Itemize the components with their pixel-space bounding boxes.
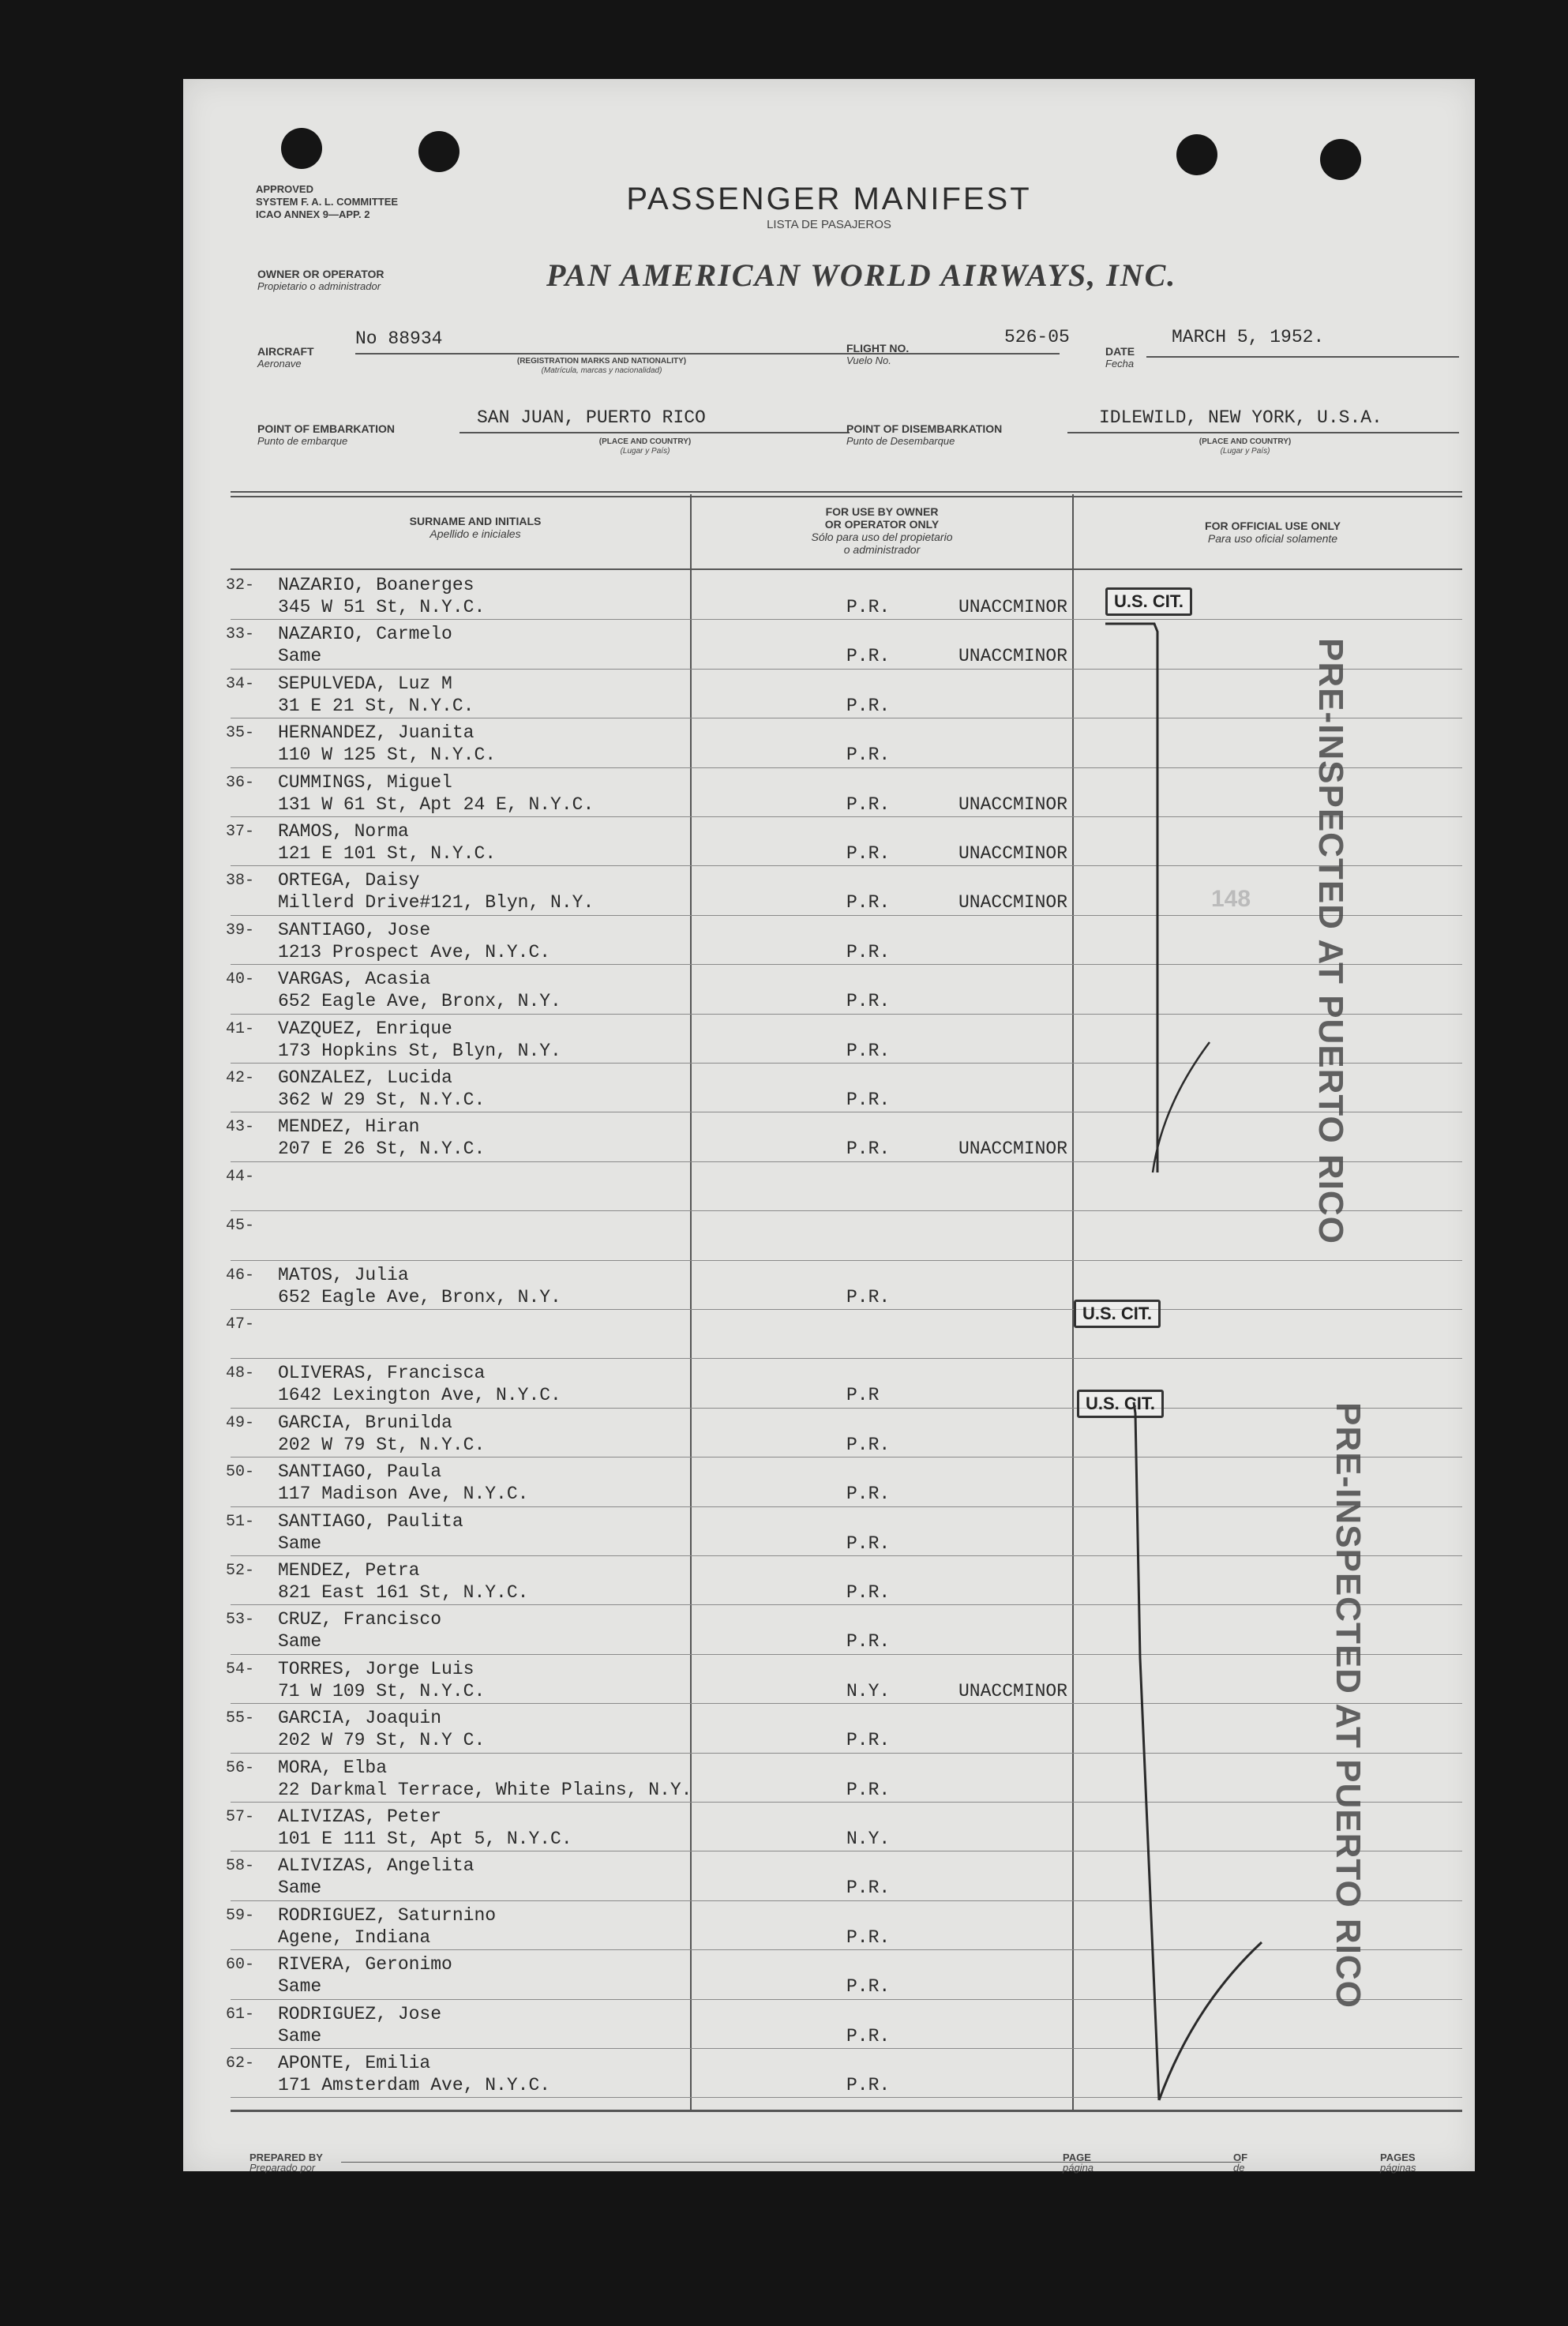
- row-number: 41-: [226, 1019, 255, 1038]
- passenger-name: MENDEZ, Hiran: [278, 1116, 420, 1138]
- row-number: 59-: [226, 1906, 255, 1925]
- preinspected-stamp: PRE-INSPECTED AT PUERTO RICO: [1311, 638, 1350, 1244]
- passenger-origin-code: N.Y.: [846, 1680, 891, 1701]
- aircraft-number: No 88934: [355, 328, 443, 349]
- passenger-origin-code: P.R.: [846, 1926, 891, 1948]
- date-label: DATE Fecha: [1105, 345, 1135, 370]
- passenger-remark: UNACCMINOR: [958, 892, 1068, 914]
- passenger-address: 171 Amsterdam Ave, N.Y.C.: [278, 2075, 551, 2095]
- flight-number: 526-05: [1004, 327, 1070, 347]
- passenger-name: MENDEZ, Petra: [278, 1560, 420, 1581]
- passenger-name: RIVERA, Geronimo: [278, 1954, 452, 1975]
- page-label: PAGE página: [1063, 2152, 1094, 2174]
- passenger-remark: UNACCMINOR: [958, 646, 1068, 667]
- passenger-address: 110 W 125 St, N.Y.C.: [278, 745, 497, 766]
- faint-number: 148: [1211, 886, 1251, 912]
- row-number: 36-: [226, 773, 255, 792]
- passenger-address: 131 W 61 St, Apt 24 E, N.Y.C.: [278, 793, 595, 815]
- passenger-remark: UNACCMINOR: [958, 1139, 1068, 1160]
- passenger-address: 22 Darkmal Terrace, White Plains, N.Y.: [278, 1779, 692, 1800]
- approval-line: APPROVED: [256, 183, 313, 195]
- passenger-name: HERNANDEZ, Juanita: [278, 722, 475, 744]
- passenger-address: 202 W 79 St, N.Y C.: [278, 1730, 486, 1751]
- passenger-remark: UNACCMINOR: [958, 793, 1068, 815]
- passenger-name: ALIVIZAS, Angelita: [278, 1855, 475, 1877]
- row-number: 33-: [226, 625, 255, 644]
- disembarkation-label: POINT OF DISEMBARKATION Punto de Desembarque: [846, 422, 1003, 447]
- place-caption: (PLACE AND COUNTRY) (Lugar y País): [598, 437, 692, 456]
- row-number: 55-: [226, 1709, 255, 1728]
- passenger-name: ORTEGA, Daisy: [278, 870, 420, 891]
- operator-name: PAN AMERICAN WORLD AIRWAYS, INC.: [546, 257, 1177, 293]
- row-number: 46-: [226, 1266, 255, 1285]
- passenger-remark: UNACCMINOR: [958, 1680, 1068, 1701]
- form-title: PASSENGER MANIFEST: [626, 182, 1032, 216]
- flight-label: FLIGHT NO. Vuelo No.: [846, 342, 910, 366]
- passenger-address: 652 Eagle Ave, Bronx, N.Y.: [278, 991, 561, 1012]
- passenger-name: TORRES, Jorge Luis: [278, 1658, 475, 1679]
- registration-caption: (REGISTRATION MARKS AND NATIONALITY) (Matrícula, marcas y nacionalidad): [516, 357, 687, 375]
- passenger-address: 362 W 29 St, N.Y.C.: [278, 1090, 486, 1110]
- row-number: 49-: [226, 1413, 255, 1432]
- passenger-origin-code: P.R.: [846, 2025, 891, 2047]
- us-cit-stamp: U.S. CIT.: [1074, 1300, 1161, 1328]
- row-number: 40-: [226, 970, 255, 989]
- passenger-name: GARCIA, Joaquin: [278, 1708, 442, 1729]
- row-number: 39-: [226, 921, 255, 940]
- column-header-surname: SURNAME AND INITIALS Apellido e iniciales: [409, 515, 542, 540]
- bracket-line: [1105, 624, 1157, 1172]
- passenger-name: CUMMINGS, Miguel: [278, 771, 452, 793]
- passenger-address: 121 E 101 St, N.Y.C.: [278, 843, 497, 864]
- passenger-remark: UNACCMINOR: [958, 843, 1068, 864]
- passenger-name: OLIVERAS, Francisca: [278, 1363, 486, 1384]
- passenger-address: 101 E 111 St, Apt 5, N.Y.C.: [278, 1829, 572, 1849]
- column-header-owner: FOR USE BY OWNER OR OPERATOR ONLY Sólo para uso del propietario o administrador: [811, 505, 953, 556]
- row-number: 44-: [226, 1167, 255, 1186]
- row-number: 60-: [226, 1956, 255, 1975]
- passenger-address: 652 Eagle Ave, Bronx, N.Y.: [278, 1286, 561, 1307]
- row-number: 62-: [226, 2054, 255, 2073]
- handwritten-checkmarks: [183, 79, 1475, 2174]
- passenger-address: Same: [278, 1631, 322, 1653]
- passenger-address: Same: [278, 1976, 322, 1998]
- prepared-by-label: PREPARED BY Preparado por: [249, 2152, 323, 2174]
- row-number: 57-: [226, 1808, 255, 1826]
- passenger-name: VAZQUEZ, Enrique: [278, 1018, 452, 1039]
- passenger-origin-code: P.R.: [846, 1878, 891, 1899]
- passenger-address: Same: [278, 2025, 322, 2047]
- passenger-name: RODRIGUEZ, Jose: [278, 2003, 442, 2024]
- passenger-remark: UNACCMINOR: [958, 597, 1068, 617]
- row-number: 52-: [226, 1562, 255, 1580]
- passenger-name: ALIVIZAS, Peter: [278, 1806, 442, 1827]
- passenger-name: NAZARIO, Carmelo: [278, 624, 452, 645]
- approval-line: ICAO ANNEX 9—APP. 2: [256, 208, 370, 220]
- approval-line: SYSTEM F. A. L. COMMITTEE: [256, 196, 399, 208]
- passenger-name: GONZALEZ, Lucida: [278, 1067, 452, 1088]
- place-caption: (PLACE AND COUNTRY) (Lugar y País): [1199, 437, 1292, 456]
- passenger-origin-code: P.R.: [846, 1582, 891, 1603]
- passenger-address: 345 W 51 St, N.Y.C.: [278, 597, 486, 617]
- us-cit-stamp: U.S. CIT.: [1077, 1390, 1164, 1418]
- manifest-sheet: [183, 79, 1475, 2174]
- passenger-name: SANTIAGO, Paulita: [278, 1510, 463, 1532]
- passenger-address: 31 E 21 St, N.Y.C.: [278, 695, 475, 716]
- passenger-origin-code: P.R.: [846, 646, 891, 667]
- passenger-name: SANTIAGO, Paula: [278, 1461, 442, 1483]
- passenger-address: 173 Hopkins St, Blyn, N.Y.: [278, 1040, 561, 1061]
- passenger-name: GARCIA, Brunilda: [278, 1412, 452, 1433]
- passenger-address: Millerd Drive#121, Blyn, N.Y.: [278, 892, 595, 914]
- passenger-origin-code: P.R.: [846, 941, 891, 962]
- passenger-origin-code: P.R.: [846, 597, 891, 617]
- passenger-name: RAMOS, Norma: [278, 821, 409, 842]
- passenger-address: Same: [278, 1878, 322, 1899]
- passenger-origin-code: P.R.: [846, 2075, 891, 2095]
- passenger-address: Agene, Indiana: [278, 1926, 431, 1948]
- flight-date: MARCH 5, 1952.: [1172, 327, 1325, 347]
- preinspected-stamp: PRE-INSPECTED AT PUERTO RICO: [1329, 1402, 1367, 2009]
- row-number: 42-: [226, 1069, 255, 1087]
- passenger-address: 117 Madison Ave, N.Y.C.: [278, 1484, 529, 1505]
- passenger-name: RODRIGUEZ, Saturnino: [278, 1904, 497, 1926]
- passenger-name: MATOS, Julia: [278, 1264, 409, 1285]
- embarkation-place: SAN JUAN, PUERTO RICO: [477, 407, 706, 428]
- passenger-origin-code: N.Y.: [846, 1829, 891, 1849]
- passenger-origin-code: P.R.: [846, 1484, 891, 1505]
- passenger-name: MORA, Elba: [278, 1757, 388, 1778]
- row-number: 34-: [226, 674, 255, 693]
- passenger-name: VARGAS, Acasia: [278, 969, 431, 990]
- disembarkation-place: IDLEWILD, NEW YORK, U.S.A.: [1099, 407, 1382, 428]
- row-number: 58-: [226, 1857, 255, 1876]
- row-number: 61-: [226, 2005, 255, 2024]
- passenger-address: 1213 Prospect Ave, N.Y.C.: [278, 941, 551, 962]
- passenger-name: CRUZ, Francisco: [278, 1609, 442, 1630]
- row-number: 43-: [226, 1118, 255, 1137]
- passenger-name: SEPULVEDA, Luz M: [278, 673, 452, 694]
- passenger-address: 1642 Lexington Ave, N.Y.C.: [278, 1385, 561, 1406]
- passenger-name: NAZARIO, Boanerges: [278, 575, 475, 595]
- of-label: OF de: [1233, 2152, 1248, 2174]
- passenger-address: 207 E 26 St, N.Y.C.: [278, 1139, 486, 1160]
- row-number: 47-: [226, 1315, 255, 1334]
- row-number: 51-: [226, 1512, 255, 1531]
- passenger-address: 202 W 79 St, N.Y.C.: [278, 1434, 486, 1455]
- check-mark: [1153, 1042, 1210, 1172]
- underline: [341, 2162, 1241, 2163]
- passenger-origin-code: P.R.: [846, 892, 891, 914]
- row-number: 53-: [226, 1611, 255, 1630]
- passenger-origin-code: P.R.: [846, 695, 891, 716]
- bracket-line: [1134, 1402, 1159, 2100]
- row-number: 38-: [226, 872, 255, 891]
- row-number: 32-: [226, 576, 255, 595]
- pages-label: PAGES páginas: [1380, 2152, 1416, 2174]
- form-title-es: LISTA DE PASAJEROS: [767, 218, 891, 231]
- passenger-origin-code: P.R.: [846, 1286, 891, 1307]
- passenger-origin-code: P.R.: [846, 793, 891, 815]
- row-number: 56-: [226, 1758, 255, 1777]
- passenger-origin-code: P.R.: [846, 1139, 891, 1160]
- passenger-origin-code: P.R.: [846, 1976, 891, 1998]
- embarkation-label: POINT OF EMBARKATION Punto de embarque: [257, 422, 395, 447]
- passenger-origin-code: P.R.: [846, 1631, 891, 1653]
- passenger-address: Same: [278, 646, 322, 667]
- passenger-origin-code: P.R.: [846, 745, 891, 766]
- passenger-address: 71 W 109 St, N.Y.C.: [278, 1680, 486, 1701]
- passenger-origin-code: P.R.: [846, 1040, 891, 1061]
- passenger-origin-code: P.R.: [846, 1779, 891, 1800]
- row-number: 48-: [226, 1364, 255, 1383]
- check-mark: [1159, 1942, 1262, 2100]
- passenger-origin-code: P.R.: [846, 1730, 891, 1751]
- passenger-origin-code: P.R: [846, 1385, 880, 1406]
- passenger-name: SANTIAGO, Jose: [278, 919, 431, 940]
- row-number: 54-: [226, 1660, 255, 1679]
- row-number: 37-: [226, 823, 255, 841]
- us-cit-stamp: U.S. CIT.: [1105, 587, 1192, 616]
- row-number: 35-: [226, 724, 255, 743]
- passenger-origin-code: P.R.: [846, 1533, 891, 1554]
- passenger-address: 821 East 161 St, N.Y.C.: [278, 1582, 529, 1603]
- passenger-origin-code: P.R.: [846, 1434, 891, 1455]
- row-number: 50-: [226, 1463, 255, 1482]
- column-header-official: FOR OFFICIAL USE ONLY Para uso oficial solamente: [1205, 520, 1341, 545]
- passenger-origin-code: P.R.: [846, 991, 891, 1012]
- passenger-address: Same: [278, 1533, 322, 1554]
- passenger-name: APONTE, Emilia: [278, 2053, 431, 2073]
- owner-label: OWNER OR OPERATOR Propietario o administrador: [257, 268, 384, 292]
- passenger-origin-code: P.R.: [846, 1090, 891, 1110]
- passenger-origin-code: P.R.: [846, 843, 891, 864]
- row-number: 45-: [226, 1217, 255, 1236]
- aircraft-label: AIRCRAFT Aeronave: [257, 345, 314, 370]
